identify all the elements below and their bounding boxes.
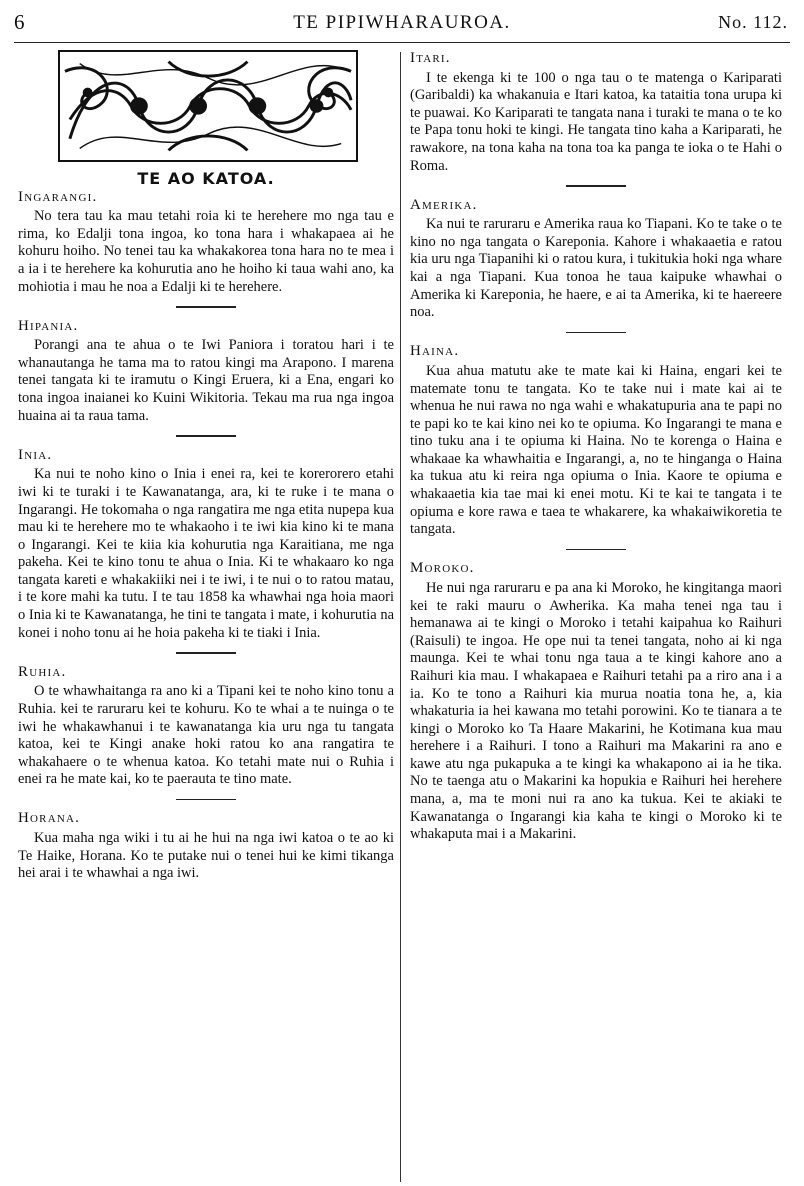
section-rule xyxy=(176,652,236,654)
main-title: TE AO KATOA. xyxy=(137,169,275,188)
page-header xyxy=(14,4,790,43)
page-number: 6 xyxy=(14,10,25,34)
section-heading: Moroko. xyxy=(410,560,475,577)
section-body: Kua maha nga wiki i tu ai he hui na nga iwi katoa o te ao ki Te Haike, Horana. Ko te putake nui o tenei hui ke kimi tikanga hei arai i te whawhai a nga iwi. xyxy=(18,830,394,882)
section-rule xyxy=(566,549,626,551)
article-ruhia xyxy=(18,664,394,789)
section-rule xyxy=(176,306,236,308)
article-haina xyxy=(410,343,782,539)
article-ingarangi xyxy=(18,189,394,297)
section-rule xyxy=(566,185,626,187)
section-heading: Amerika. xyxy=(410,196,478,213)
section-body: Kua ahua matutu ake te mate kai ki Haina, engari kei te matemate tonu te tangata. Ko te take nui i mate kai ai te whenua he nui rawa no nga wahi e whakatupuria ana te papi no te papi ko te kai kino nei ko te opiuma. Ko Ingarangi te mana e tino tuku ana i te opiuma ki Haina. No te korenga o Haina e whakaae ka whawhaitia e Ingarangi, a, no te hinganga o Haina ka tukua atu ki reira nga opiuma o Inia. Kaore te opiuma e whakaaetia kia tae mai ki enei motu. Ki te kai te tangata i te opiuma e kore rawa e taea te whakarere, ka whakaiwikoretia te tangata. xyxy=(410,362,782,538)
article-inia xyxy=(18,447,394,643)
section-heading: Horana. xyxy=(18,810,81,827)
left-column xyxy=(18,50,394,1186)
section-heading: Haina. xyxy=(410,343,460,360)
section-rule xyxy=(176,799,236,801)
section-heading: Inia. xyxy=(18,446,53,463)
right-column xyxy=(410,50,782,1186)
section-heading: Ingarangi. xyxy=(18,188,98,205)
ornamental-banner-illustration xyxy=(58,50,358,162)
section-rule xyxy=(566,332,626,334)
article-amerika xyxy=(410,197,782,322)
section-heading: Itari. xyxy=(410,50,451,66)
section-body: No tera tau ka mau tetahi roia ki te herehere mo nga tau e rima, ko Edalji tona ingoa, ko tona hara i whakapaea ai he kohuru hoiho. No tenei tau ka whakakorea tona hara no te mea i a ia i te herehere ka kohurutia ano he hoiho ki taua wahi ano, ka mohiotia i mau he noa a Edalji ki te herehere. xyxy=(18,208,394,295)
publication-title: TE PIPIWHARAUROA. xyxy=(293,12,511,33)
article-hipania xyxy=(18,318,394,426)
article-moroko xyxy=(410,560,782,844)
column-divider xyxy=(400,52,401,1182)
maori-kowhaiwhai-pattern xyxy=(60,52,356,160)
section-body: I te ekenga ki te 100 o nga tau o te matenga o Kariparati (Garibaldi) ka whakanuia e Itari katoa, ka tataitia tona urupa ki te puawai. Ko Kariparati te tangata nana i turaki te mana o te ko te Papa tonu hoki te kingi. He tangata tino kaha a Kariparati, he rawakore, na tona kaha na tona toa ka panga te ioka o te Hahi o Roma. xyxy=(410,69,782,174)
section-rule xyxy=(176,435,236,437)
section-body: Ka nui te raruraru e Amerika raua ko Tiapani. Ko te take o te kino no nga tangata o Kareponia. Kahore i whakaaetia e ratou kia uru nga Tiapanihi ki o ratou kura, i tukitukia hoki nga whare kai a nga Tiapani. Kua tonoa he taua kaipuke whawhai o Amerika ki Kareponia, he haere, e ai ta Amerika, ki te haereere noa. xyxy=(410,216,782,321)
section-body: Porangi ana te ahua o te Iwi Paniora i toratou hari i te whanautanga he tama ma to ratou kingi ma Arapono. I marena tenei tangata ki te iramutu o Kingi Eruera, ki a Ena, engari ko tona ingoa inaianei ko Kuini Wikitoria. Tekau ma rua nga ingoa huaina ai ta raua tama. xyxy=(18,337,394,424)
issue-number: No. 112. xyxy=(718,12,788,32)
section-body: He nui nga raruraru e pa ana ki Moroko, he kingitanga maori kei te raki mauru o Awherika. Ka maha tenei nga tau i hemanawa ai te kingi o Moroko i tetahi kaipahua ko Raihuri (Raisuli) te ingoa. He ope nui ta tenei tangata, noho ai ki nga maunga. Kei te whai tonu nga taua a te kingi kahore ano a Raihuri kia mau. I whakapaea e Raihuri tetahi pa a riro ana i a ia. Ko te tono a Raihuri kia murua noatia tona he, a, kia whakaturia ia hei kawana mo tetahi porowini. Ko te tianara a te kingi o Moroko ko Ta Haare Makarini, he Kotimana kua mau herehere i a Raihuri. I tono a Raihuri ma Makarini ra ano e kawe atu nga pukapuka a te kingi ka whakapono ai ia he tika. No te taenga atu o Makarini ka hopukia e Raihuri hei herehere mana, a, ma te moni nui ra ano ka tukua. Kei te akiaki te Kawanatanga o Ingarangi kia kaha te kingi o Moroko ki te whakaputa mai i a Makarini. xyxy=(410,579,782,843)
section-body: O te whawhaitanga ra ano ki a Tipani kei te noho kino tonu a Ruhia. kei te raruraru kei te kohuru. Ko te whai a te nuinga o te iwi he whakawhanui i te kawanatanga kia uru nga tu tangata katoa, kei te Kingi anake hoki ratou ko ana rangatira te whakahaere o te whenua katoa. Ko tetahi mate nui o Ruhia i enei ra he mate kai, ko te paerauta te tino mate. xyxy=(18,683,394,788)
section-body: Ka nui te noho kino o Inia i enei ra, kei te korerorero etahi iwi ki te turaki i te Kawanatanga, ara, ki te ruke i te mana o Ingarangi. He tokomaha o nga rangatira me nga etita nupepa kua mau ki te herehere mo te whakaoho i te iwi kia kino ki te mana o Ingarangi. Kei te kiia kia kohurutia nga Karaitiana, me nga pakeha. Kei te kino tonu te ahua o Inia. Ki te whakaaro ko nga tangata kareti e whakakiiki nei i te iwi, i te nui o to ratou matau, i te kore mahi ka tutu. I te tau 1858 ka whawhai nga hoia maori o Inia ki te Kawanatanga, he tini te tangata i mate, i kohurutia na konei i noho tonu ai he hoia pakeha ki te tiaki i Inia. xyxy=(18,466,394,641)
article-horana xyxy=(18,810,394,882)
section-heading: Hipania. xyxy=(18,317,79,334)
article-itari xyxy=(410,50,782,175)
section-heading: Ruhia. xyxy=(18,663,67,680)
